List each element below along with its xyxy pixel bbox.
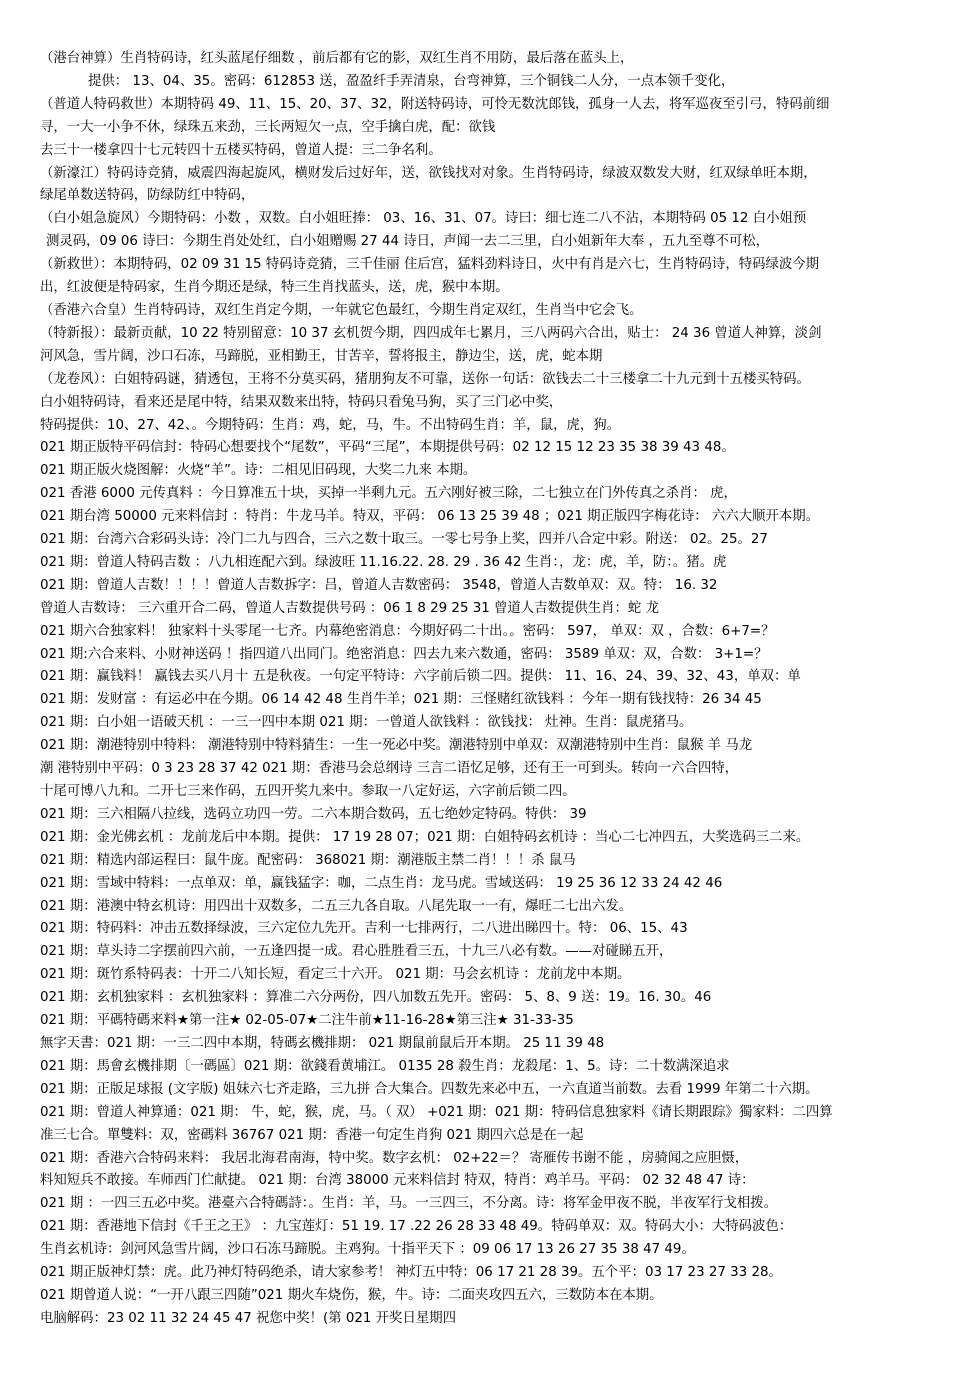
- text-line-37: 021 期：雪域中特料：一点单双：单，赢钱猛字：咖，二点生肖：龙马虎。雪域送码： 19 25 36 12 33 24 42 46: [40, 875, 723, 891]
- text-line-30: 021 期：白小姐一语破天机 ：一三一四中本期 021 期：一曾道人欲钱料 ：欲钱找： 灶神。生肖：鼠虎猪马。: [40, 715, 693, 731]
- text-line-23: 021 期：曾道人特码吉数 ：八九相连配六到。绿波旺 11.16.22. 28. 29 . 36 42 生肖：，龙：虎，羊，防：。猪。虎: [40, 554, 727, 570]
- text-line-41: 021 期：斑竹系特码表：十开二八知长短，看定三十六开。 021 期：马会玄机诗 ：龙前龙中本期。: [40, 967, 631, 983]
- text-line-16: 白小姐特码诗，看来还是尾中特，结果双数来出特，特码只看兔马狗，买了三门必中奖，: [40, 394, 563, 410]
- text-line-52: 021 期：香港地下信封《千王之王》 ：九宝莲灯：51 19. 17 .22 26 28 33 48 49。特码单双：双。特码大小：大特码波色：: [40, 1219, 793, 1235]
- text-line-44: 無字天書：021 期：一三二四中本期，特碼玄機排期： 021 期鼠前鼠后开本期。 25 11 39 48: [40, 1035, 605, 1051]
- text-line-2: 提供： 13、04、35。密码：612853 送，盈盈纤手弄清泉，台弯神算，三个铜钱二人分，一点本领千变化，: [88, 73, 735, 89]
- text-line-25: 曾道人吉数诗： 三六重开合二码，曾道人吉数提供号码 ：06 1 8 29 25 31 曾道人吉数提供生肖：蛇 龙: [40, 600, 659, 616]
- text-line-35: 021 期：金光佛玄机 ：龙前龙后中本期。提供： 17 19 28 07；021 期：白姐特码玄机诗 ：当心二七冲四五，大奖选码三二来。: [40, 829, 810, 845]
- text-line-34: 021 期：三六相隔八拉线，选码立功四一劳。二六本期合数码，五七绝妙定特码。特供： 39: [40, 806, 587, 822]
- text-line-6: （新濠江）特码诗竞猜，威震四海起旋风，横财发后过好年，送，欲钱找对对象。生肖特码诗，绿波双数发大财，红双绿单旺本期，: [40, 165, 817, 181]
- text-line-10: （新救世）：本期特码，02 09 31 15 特码诗竞猜，三千佳丽 住后宫，猛料劲料诗日，火中有肖是六七，生肖特码诗，特码绿波今期: [40, 257, 820, 273]
- text-line-50: 料知短兵不敢接。车师西门伫献捷。 021 期：台湾 38000 元来料信封 特双，特肖：鸡羊马。平码： 02 32 48 47 诗：: [40, 1173, 755, 1189]
- text-line-29: 021 期：发财富 ：有运必中在今期。06 14 42 48 生肖牛羊；021 期：三怪赌红欲钱料 ：今年一期有钱找特：26 34 45: [40, 692, 762, 708]
- text-line-15: （龙卷风）：白姐特码谜，猜透包，王将不分莫买码，猪朋狗友不可靠，送你一句话：欲钱去二十三楼拿二十九元到十五楼买特码。: [40, 371, 810, 387]
- text-line-53: 生肖玄机诗：剑河风急雪片阔，沙口石冻马蹄脱。主鸡狗。十指平天下 ：09 06 17 13 26 27 35 38 47 49。: [40, 1242, 695, 1258]
- text-line-42: 021 期：玄机独家料 ：玄机独家料 ：算准二六分两份，四八加数五先开。密码： 5、8、9 送：19。16. 30。46: [40, 990, 712, 1006]
- text-line-27: 021 期:六合来料、小财神送码 ！指四道八出同门。绝密消息：四去九来六数通，密码： 3589 单双：双，合数： 3+1=？: [40, 646, 768, 662]
- text-line-14: 河风急，雪片阔，沙口石冻，马蹄脱，亚相勤王，甘苦辛，誓将报主，静边尘，送，虎，蛇本期: [40, 348, 603, 364]
- text-line-22: 021 期：台湾六合彩码头诗：冷门二九与四合，三六之数十取三。一零七号争上奖，四并八合定中彩。附送： 02。25。27: [40, 532, 768, 548]
- text-line-26: 021 期六合独家料！ 独家料十头零尾一七齐。内幕绝密消息：今期好码二十出。。密码： 597， 单双：双 ，合数：6+7=？: [40, 623, 775, 639]
- text-line-7: 绿尾单数送特码，防绿防红中特码，: [40, 188, 255, 204]
- text-line-20: 021 香港 6000 元传真料 ：今日算准五十块，买掉一半剩九元。五六刚好被三除，二七独立在门外传真之杀肖： 虎，: [40, 486, 737, 502]
- text-line-43: 021 期：平碼特碼来料★第一注★ 02-05-07★二注牛前★11-16-28★第三注★ 31-33-35: [40, 1013, 574, 1029]
- text-line-45: 021 期：馬會玄機排期〔一碼區〕021 期：欲錢看黄埔江。 0135 28 殺生肖：龙殺尾：1、5。诗：二十数满深追求: [40, 1058, 730, 1074]
- text-line-38: 021 期：港澳中特玄机诗：用四出十双数多，二五三九各自取。八尾先取一一有，爆旺二七出六发。: [40, 898, 633, 914]
- text-line-32: 潮 港特别中平码：0 3 23 28 37 42 021 期：香港马会总纲诗 三言二语忆足够，还有王一可到头。转向一六合四特，: [40, 761, 739, 777]
- text-line-56: 电脑解码：23 02 11 32 24 45 47 祝您中奖！(第 021 开奖日星期四: [40, 1310, 457, 1326]
- text-line-8: （白小姐急旋风）今期特码：小数 ，双数。白小姐旺捧： 03、16、31、07。诗曰：细七连二八不沾，本期特码 05 12 白小姐预: [40, 211, 807, 227]
- text-line-1: （港台神算）生肖特码诗，红头蓝尾仔细数 ，前后都有它的影，双红生肖不用防，最后落在蓝头上，: [40, 51, 634, 66]
- text-line-9: 测灵码，09 06 诗曰：今期生肖处处红，白小姐赠赐 27 44 诗日，声闻一去二三里，白小姐新年大奉 ，五九至尊不可松，: [46, 234, 770, 250]
- text-line-48: 准三七合。單雙料：双，密碼料 36767 021 期：香港一句定生肖狗 021 期四六总是在一起: [40, 1127, 584, 1143]
- text-line-51: 021 期 ：一四三五必中奖。港臺六合特碼詩：。生肖：羊，马。一三四三，不分离。诗：将军金甲夜不脱，半夜军行戈相拨。: [40, 1196, 778, 1212]
- text-line-46: 021 期：正版足球报 (文字版) 姐妹六七齐走路，三九拼 合大集合。四数先来必中五，一六直道当前数。去看 1999 年第二十六期。: [40, 1081, 819, 1097]
- text-line-24: 021 期：曾道人吉数！！！！曾道人吉数拆字：吕，曾道人吉数密码： 3548，曾道人吉数单双：双。特： 16. 32: [40, 577, 718, 593]
- text-line-5: 去三十一楼拿四十七元转四十五楼买特码，曾道人提：三二争名利。: [40, 142, 442, 158]
- text-line-55: 021 期曾道人说：“一开八跟三四随”021 期火车烧伤，猴，牛。诗：二面夹攻四五六，三数防本在本期。: [40, 1287, 663, 1303]
- text-line-54: 021 期正版神灯禁：虎。此乃神灯特码绝杀，请大家参考！ 神灯五中特：06 17 21 28 39。五个平：03 17 23 27 33 28。: [40, 1265, 782, 1281]
- text-line-39: 021 期：特码料：冲击五数择绿波，三六定位九先开。吉利一七排两行，二八进出睇四十。特： 06、15、43: [40, 921, 688, 937]
- text-line-13: （特新报）：最新贡献，10 22 特别留意：10 37 玄机贺今期，四四成年七累月，三八两码六合出，贴士： 24 36 曾道人神算，淡剑: [40, 325, 822, 341]
- text-line-31: 021 期：潮港特别中特料： 潮港特别中特料猜生：一生一死必中奖。潮港特别中单双：双潮港特别中生肖：鼠猴 羊 马龙: [40, 738, 753, 754]
- text-line-18: 021 期正版特平码信封：特码心想要找个“尾数”，平码“三尾”，本期提供号码：02 12 15 12 23 35 38 39 43 48。: [40, 440, 735, 456]
- text-line-3: （普道人特码救世）本期特码 49、11、15、20、37、32，附送特码诗，可怜无数沈郎钱，孤身一人去，将军巡夜至引弓，特码前细: [40, 96, 830, 112]
- text-line-4: 寻，一大一小争不休，绿珠五来劲，三长两短欠一点，空手擒白虎，配：欲钱: [40, 119, 496, 135]
- text-line-21: 021 期台湾 50000 元来料信封 ：特肖：牛龙马羊。特双，平码： 06 13 25 39 48 ；021 期正版四字梅花诗： 六六大顺开本期。: [40, 509, 820, 525]
- text-line-33: 十尾可博八九和。二开七三来作码，五四开奖九来中。参取一八定好运，六字前后锁二四。: [40, 784, 576, 799]
- text-line-49: 021 期：香港六合特码来料： 我居北海君南海，特中奖。数字玄机： 02+22＝？ 寄雁传书谢不能 ，房骑闻之应胆慑，: [40, 1150, 749, 1166]
- text-line-40: 021 期：草头诗二字摆前四六前，一五逢四提一成。君心胜胜看三五，十九三八必有数。——对碰睇五开，: [40, 944, 673, 960]
- text-line-47: 021 期：曾道人神算通：021 期： 牛，蛇，猴，虎，马。（ 双） +021 期：021 期：特码信息独家料《请长期跟踪》獨家料：二四算: [40, 1104, 833, 1120]
- text-line-36: 021 期：精选内部运程曰：鼠牛庞。配密码： 368021 期：潮港版主禁二肖！！！杀 鼠马: [40, 852, 576, 868]
- text-line-11: 出，红波便是特码家，生肖今期还是绿，特三生肖找蓝头，送，虎，猴中本期。: [40, 280, 509, 296]
- text-line-19: 021 期正版火烧图解：火烧“羊”。诗：二相见旧码现，大奖二九来 本期。: [40, 463, 477, 479]
- text-line-12: （香港六合皇）生肖特码诗，双红生肖定今期，一年就它色最红，今期生肖定双红，生肖当中它会飞。: [40, 302, 643, 318]
- text-line-28: 021 期：赢钱料！ 赢钱去买八月十 五是秋夜。一句定平特诗：六字前后锁二四。提供： 11、16、24、39、32、43，单双：单: [40, 669, 801, 685]
- text-line-17: 特码提供：10、27、42、。今期特码：生肖：鸡，蛇，马，牛。不出特码生肖：羊，鼠，虎，狗。: [40, 417, 621, 433]
